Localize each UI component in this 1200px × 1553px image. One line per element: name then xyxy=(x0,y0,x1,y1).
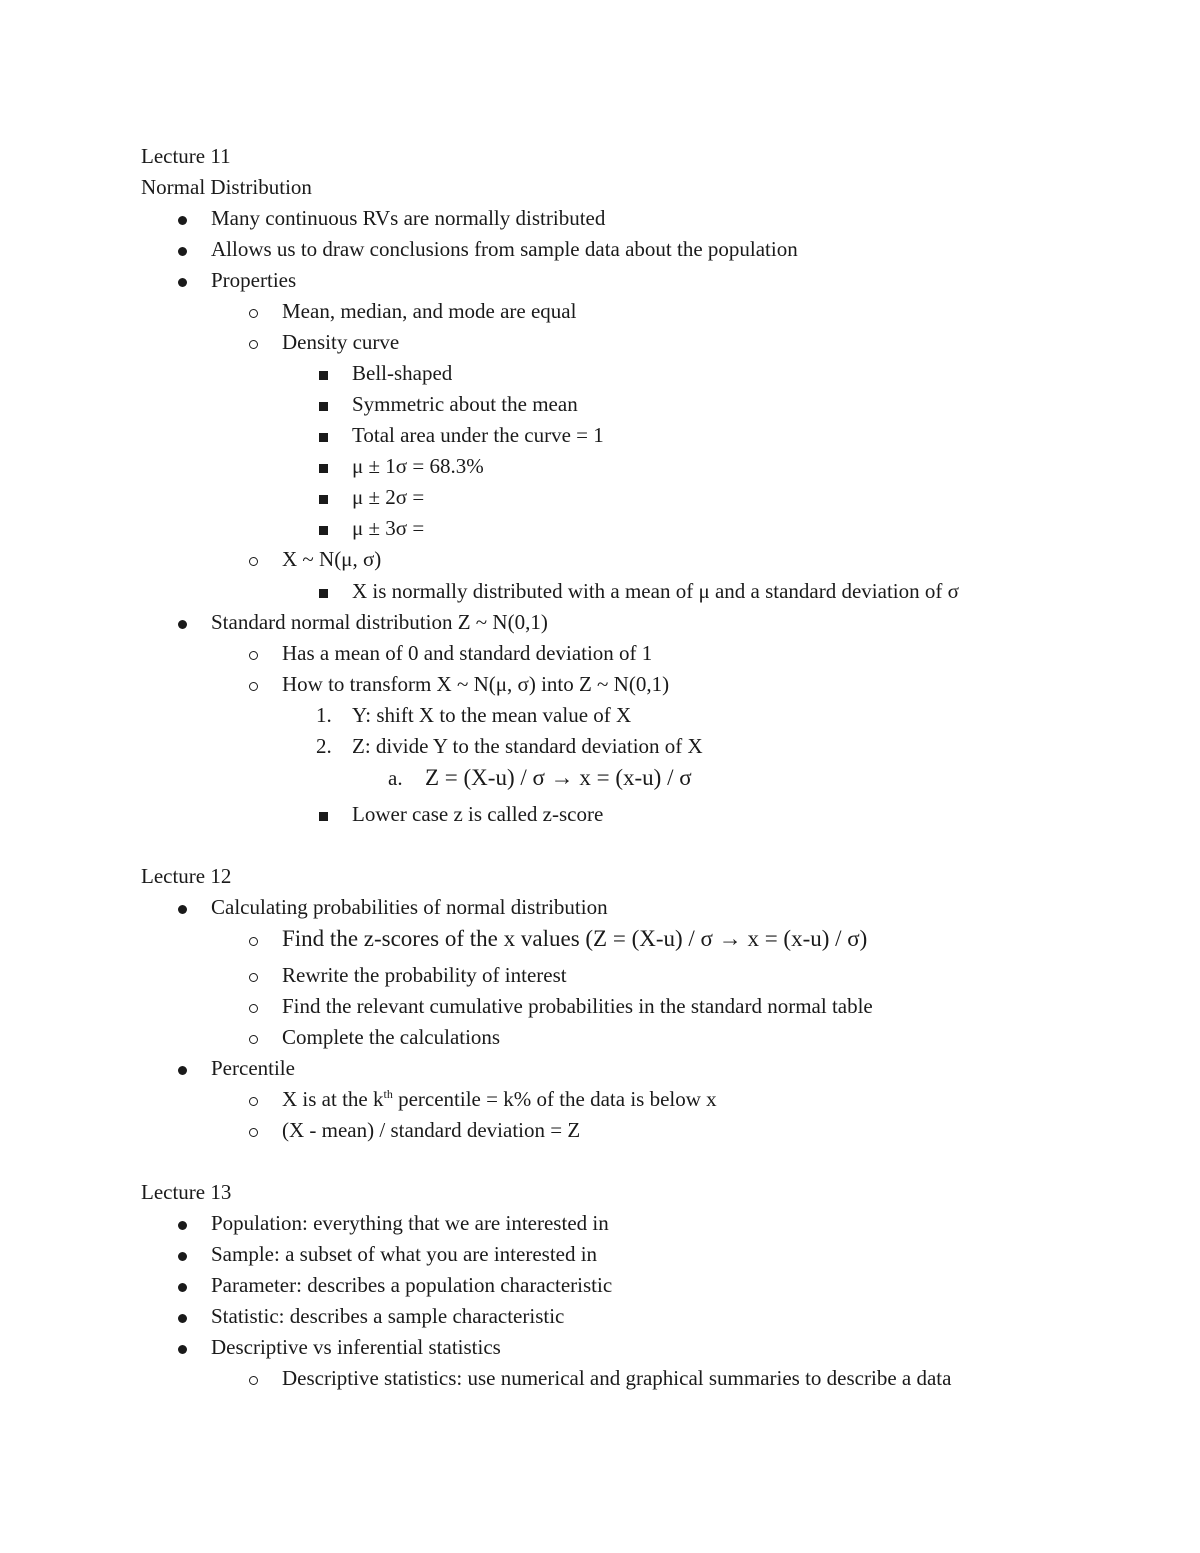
item-text: Z = (X-u) / σ → x = (x-u) / σ xyxy=(425,765,692,790)
item-text: Symmetric about the mean xyxy=(352,392,578,416)
section-heading: Lecture 11 xyxy=(141,144,231,168)
item-text: X is at the $k^{th}$ percentile = k% of the data is below x xyxy=(282,1087,717,1111)
item-text: Find the z-scores of the x values (Z = (X-u) / σ → x = (x-u) / σ) xyxy=(282,926,868,951)
bullet-circle-icon xyxy=(249,329,258,355)
item-text: Standard normal distribution Z ~ N(0,1) xyxy=(211,610,548,634)
item-text: Find the relevant cumulative probabilities in the standard normal table xyxy=(282,994,873,1018)
item-text: Mean, median, and mode are equal xyxy=(282,299,577,323)
item-text: Sample: a subset of what you are interested in xyxy=(211,1242,598,1266)
item-text: Bell-shaped xyxy=(352,361,453,385)
bullet-square-icon xyxy=(319,578,328,604)
bullet-circle-icon xyxy=(249,298,258,324)
item-text: Density curve xyxy=(282,330,400,354)
section-heading: Lecture 13 xyxy=(141,1180,232,1204)
bullet-disc-icon xyxy=(178,1055,187,1081)
bullet-circle-icon xyxy=(249,926,258,952)
bullet-square-icon xyxy=(319,422,328,448)
list-number: 2. xyxy=(316,734,332,758)
bullet-disc-icon xyxy=(178,1272,187,1298)
bullet-circle-icon xyxy=(249,1365,258,1391)
bullet-circle-icon xyxy=(249,1117,258,1143)
bullet-circle-icon xyxy=(249,993,258,1019)
item-text: Allows us to draw conclusions from sample data about the population xyxy=(211,237,798,261)
bullet-circle-icon xyxy=(249,640,258,666)
item-text: Many continuous RVs are normally distributed xyxy=(211,206,606,230)
item-text: Calculating probabilities of normal distribution xyxy=(211,895,608,919)
item-text: Z: divide Y to the standard deviation of X xyxy=(352,734,703,758)
item-text: Parameter: describes a population characteristic xyxy=(211,1273,613,1297)
item-text: Rewrite the probability of interest xyxy=(282,963,567,987)
superscript: th xyxy=(383,1087,393,1101)
item-text: X ~ N(μ, σ) xyxy=(282,547,382,571)
item-text: Total area under the curve = 1 xyxy=(352,423,604,447)
bullet-circle-icon xyxy=(249,671,258,697)
bullet-square-icon xyxy=(319,801,328,827)
list-letter: a. xyxy=(388,766,403,790)
item-text: Lower case z is called z-score xyxy=(352,802,604,826)
bullet-square-icon xyxy=(319,453,328,479)
item-text: μ ± 3σ = xyxy=(352,516,425,540)
bullet-circle-icon xyxy=(249,1086,258,1112)
section-heading: Normal Distribution xyxy=(141,175,312,199)
item-text: Complete the calculations xyxy=(282,1025,501,1049)
bullet-disc-icon xyxy=(178,1241,187,1267)
bullet-disc-icon xyxy=(178,609,187,635)
item-text: Properties xyxy=(211,268,297,292)
bullet-disc-icon xyxy=(178,236,187,262)
item-text: Y: shift X to the mean value of X xyxy=(352,703,632,727)
item-text: Population: everything that we are interested in xyxy=(211,1211,609,1235)
item-text: Percentile xyxy=(211,1056,295,1080)
item-text: μ ± 2σ = xyxy=(352,485,425,509)
bullet-circle-icon xyxy=(249,1024,258,1050)
item-text: μ ± 1σ = 68.3% xyxy=(352,454,484,478)
item-text: Statistic: describes a sample characteristic xyxy=(211,1304,565,1328)
bullet-disc-icon xyxy=(178,267,187,293)
list-number: 1. xyxy=(316,703,332,727)
item-text: Has a mean of 0 and standard deviation of 1 xyxy=(282,641,653,665)
bullet-circle-icon xyxy=(249,546,258,572)
section-heading: Lecture 12 xyxy=(141,864,232,888)
item-text: How to transform X ~ N(μ, σ) into Z ~ N(0,1) xyxy=(282,672,670,696)
bullet-square-icon xyxy=(319,360,328,386)
bullet-square-icon xyxy=(319,515,328,541)
bullet-disc-icon xyxy=(178,1303,187,1329)
item-text: Descriptive statistics: use numerical and graphical summaries to describe a data xyxy=(282,1366,952,1390)
bullet-disc-icon xyxy=(178,205,187,231)
item-text: X is normally distributed with a mean of μ and a standard deviation of σ xyxy=(352,579,959,603)
bullet-disc-icon xyxy=(178,894,187,920)
bullet-disc-icon xyxy=(178,1210,187,1236)
bullet-square-icon xyxy=(319,484,328,510)
bullet-square-icon xyxy=(319,391,328,417)
item-text: Descriptive vs inferential statistics xyxy=(211,1335,501,1359)
bullet-circle-icon xyxy=(249,962,258,988)
bullet-disc-icon xyxy=(178,1334,187,1360)
item-text: (X - mean) / standard deviation = Z xyxy=(282,1118,581,1142)
